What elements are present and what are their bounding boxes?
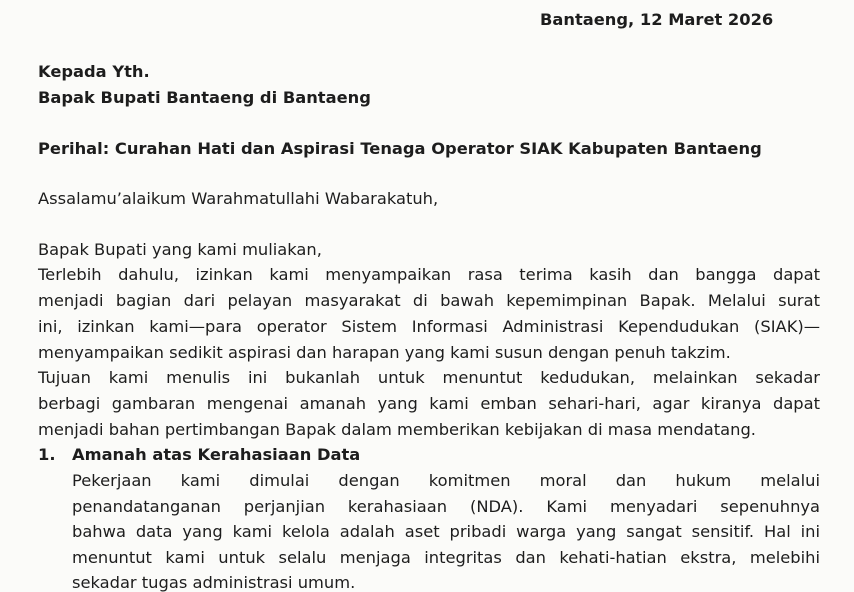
section1-line: penandatanganan perjanjian kerahasiaan (NDA). Kami menyadari sepenuhnya: [72, 497, 820, 516]
section1-line: Pekerjaan kami dimulai dengan komitmen moral dan hukum melalui: [72, 471, 820, 490]
paragraph1-line: ini, izinkan kami—para operator Sistem Informasi Administrasi Kependudukan (SIAK)—: [38, 317, 820, 336]
recipient-name: Bapak Bupati Bantaeng di Bantaeng: [38, 88, 371, 107]
recipient-title: Kepada Yth.: [38, 62, 150, 81]
paragraph1-line: menjadi bagian dari pelayan masyarakat di bawah kepemimpinan Bapak. Melalui surat: [38, 291, 820, 310]
greeting: Assalamu’alaikum Warahmatullahi Wabarakatuh,: [38, 189, 439, 208]
paragraph2-line: berbagi gambaran mengenai amanah yang kami emban sehari-hari, agar kiranya dapat: [38, 394, 820, 413]
paragraph2-line: menjadi bahan pertimbangan Bapak dalam memberikan kebijakan di masa mendatang.: [38, 420, 756, 439]
place-date: Bantaeng, 12 Maret 2026: [540, 10, 774, 29]
section-title: Amanah atas Kerahasiaan Data: [72, 445, 361, 464]
section1-line: bahwa data yang kami kelola adalah aset pribadi warga yang sangat sensitif. Hal ini: [72, 522, 820, 541]
subject-line: Perihal: Curahan Hati dan Aspirasi Tenaga Operator SIAK Kabupaten Bantaeng: [38, 139, 762, 158]
paragraph2-line: Tujuan kami menulis ini bukanlah untuk menuntut kedudukan, melainkan sekadar: [38, 368, 820, 387]
section1-line: menuntut kami untuk selalu menjaga integritas dan kehati-hatian ekstra, melebihi: [72, 548, 820, 567]
section-number: 1.: [38, 445, 56, 464]
salutation: Bapak Bupati yang kami muliakan,: [38, 240, 322, 259]
paragraph1-line: Terlebih dahulu, izinkan kami menyampaikan rasa terima kasih dan bangga dapat: [38, 265, 820, 284]
section1-line: sekadar tugas administrasi umum.: [72, 573, 356, 592]
paragraph1-line: menyampaikan sedikit aspirasi dan harapan yang kami susun dengan penuh takzim.: [38, 343, 731, 362]
